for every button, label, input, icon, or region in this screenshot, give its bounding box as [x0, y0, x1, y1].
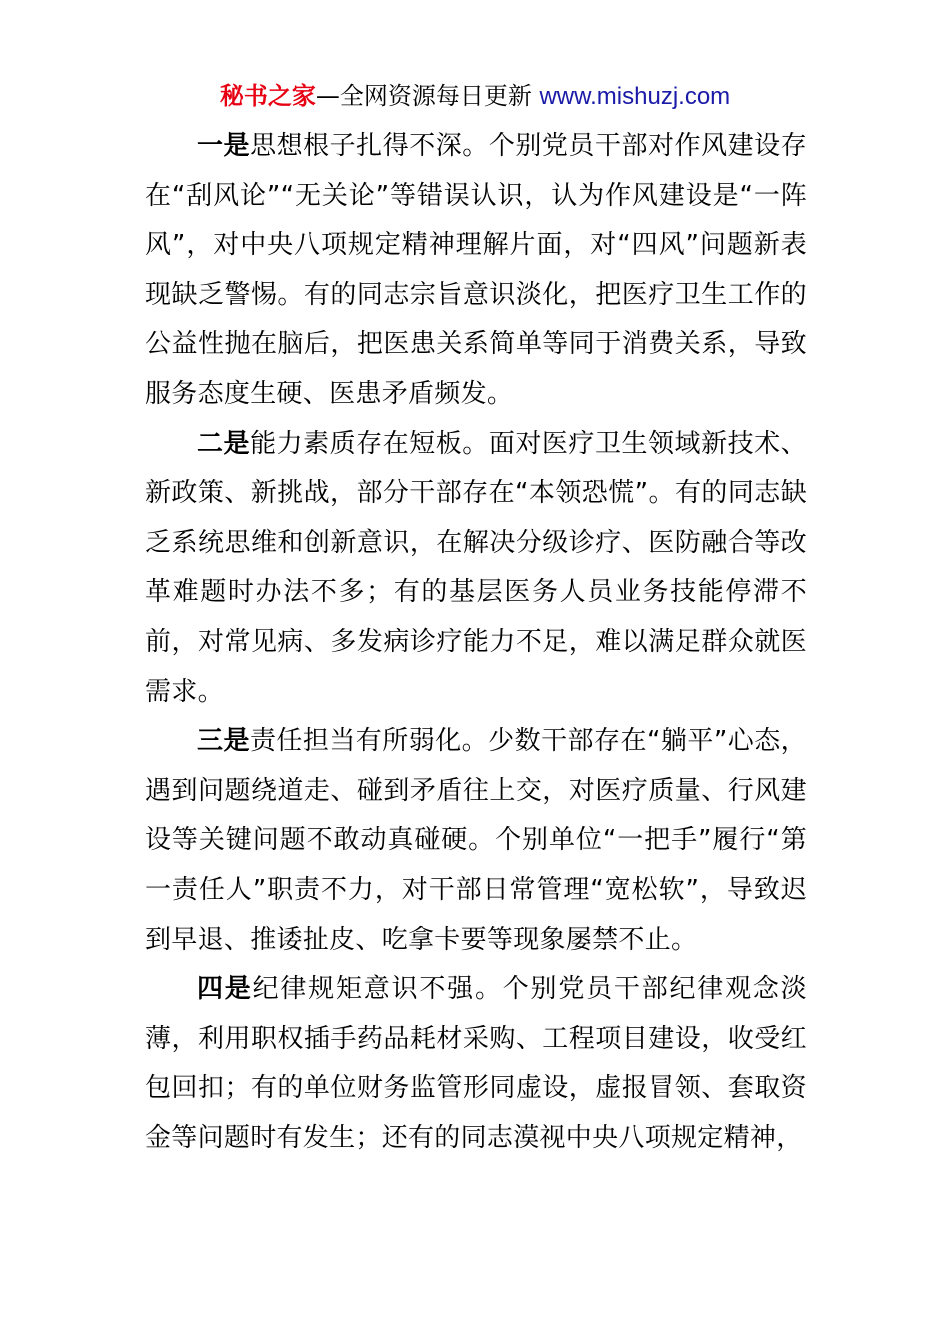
paragraph-3: [145, 717, 807, 965]
site-tagline: —全网资源每日更新: [315, 82, 532, 110]
paragraph-text: 纪律规矩意识不强。个别党员干部纪律观念淡薄，利用职权插手药品耗材采购、工程项目建设，收受红包回扣；有的单位财务监管形同虚设，虚报冒领、套取资金等问题时有发生；还有的同志漠视中央八项规定精神，: [145, 974, 807, 1153]
site-header: [0, 78, 950, 115]
paragraph-lead: 三是: [197, 726, 250, 757]
document-body: [145, 122, 807, 1163]
site-url-link[interactable]: www.mishuzj.com: [539, 83, 731, 110]
site-brand: 秘书之家: [219, 82, 316, 110]
paragraph-lead: 一是: [197, 131, 251, 161]
paragraph-text: 责任担当有所弱化。少数干部存在“躺平”心态，遇到问题绕道走、碰到矛盾往上交，对医疗质量、行风建设等关键问题不敢动真碰硬。个别单位“一把手”履行“第一责任人”职责不力，对干部日常管理“宽松软”，导致迟到早退、推诿扯皮、吃拿卡要等现象屡禁不止。: [145, 726, 807, 955]
paragraph-2: [145, 420, 807, 718]
paragraph-lead: 四是: [197, 974, 253, 1005]
paragraph-text: 思想根子扎得不深。个别党员干部对作风建设存在“刮风论”“无关论”等错误认识，认为作风建设是“一阵风”，对中央八项规定精神理解片面，对“四风”问题新表现缺乏警惕。有的同志宗旨意识淡化，把医疗卫生工作的公益性抛在脑后，把医患关系简单等同于消费关系，导致服务态度生硬、医患矛盾频发。: [145, 131, 807, 409]
paragraph-1: [145, 122, 807, 420]
paragraph-lead: 二是: [197, 428, 251, 459]
paragraph-text: 能力素质存在短板。面对医疗卫生领域新技术、新政策、新挑战，部分干部存在“本领恐慌”。有的同志缺乏系统思维和创新意识，在解决分级诊疗、医防融合等改革难题时办法不多；有的基层医务人员业务技能停滞不前，对常见病、多发病诊疗能力不足，难以满足群众就医需求。: [145, 428, 807, 707]
paragraph-4: [145, 965, 807, 1163]
